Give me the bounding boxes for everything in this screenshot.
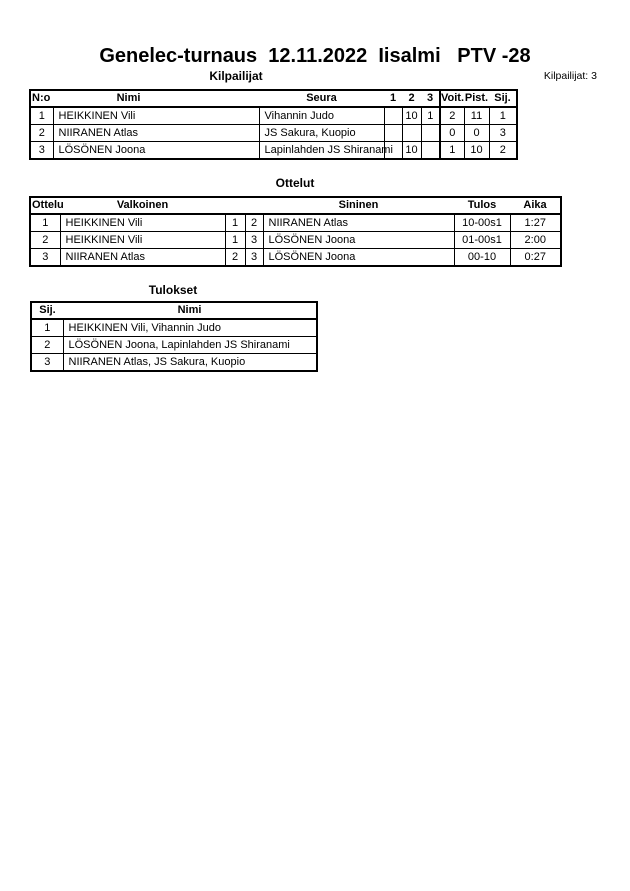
tulokset-header-row (31, 302, 317, 319)
cell-sij: 3 (489, 125, 517, 142)
cell-aika: 1:27 (510, 214, 561, 232)
cell-round3: 1 (421, 107, 440, 125)
cell-white-number: 1 (225, 232, 245, 249)
cell-pist: 10 (464, 142, 489, 160)
cell-valkoinen: HEIKKINEN Vili (60, 232, 225, 249)
cell-round1 (384, 125, 402, 142)
table-row (30, 232, 561, 249)
table-row (30, 214, 561, 232)
cell-ottelu: 1 (30, 214, 60, 232)
col-header-round1: 1 (384, 90, 402, 107)
col-header-sij: Sij. (31, 302, 63, 319)
page-title: Genelec-turnaus 12.11.2022 Iisalmi PTV -28 (99, 45, 531, 67)
col-header-no: N:o (30, 90, 53, 107)
col-header-sij: Sij. (489, 90, 517, 107)
table-row (30, 125, 517, 142)
cell-nimi: HEIKKINEN Vili (53, 107, 259, 125)
competitor-count-label: Kilpailijat: 3 (543, 70, 597, 82)
cell-voit: 1 (440, 142, 464, 160)
col-header-aika: Aika (510, 197, 561, 214)
cell-nimi: NIIRANEN Atlas (53, 125, 259, 142)
cell-nimi: LÖSÖNEN Joona (53, 142, 259, 160)
cell-seura: Vihannin Judo (259, 107, 384, 125)
col-header-valkoinen: Valkoinen (60, 197, 225, 214)
cell-sininen: LÖSÖNEN Joona (263, 232, 454, 249)
cell-seura: JS Sakura, Kuopio (259, 125, 384, 142)
col-header-nimi: Nimi (63, 302, 317, 319)
col-header-pist: Pist. (464, 90, 489, 107)
ottelut-section-title: Ottelut (275, 176, 315, 190)
cell-sij: 2 (489, 142, 517, 160)
kilpailijat-header-row (30, 90, 517, 107)
col-header-seura: Seura (259, 90, 384, 107)
cell-blue-number: 3 (245, 249, 263, 267)
cell-valkoinen: HEIKKINEN Vili (60, 214, 225, 232)
cell-nimi: NIIRANEN Atlas, JS Sakura, Kuopio (63, 354, 317, 372)
cell-seura: Lapinlahden JS Shiranami (259, 142, 384, 160)
cell-valkoinen: NIIRANEN Atlas (60, 249, 225, 267)
cell-sij: 2 (31, 337, 63, 354)
col-header-blue-number (245, 197, 263, 214)
cell-ottelu: 2 (30, 232, 60, 249)
cell-tulos: 10-00s1 (454, 214, 510, 232)
col-header-nimi: Nimi (53, 90, 259, 107)
cell-white-number: 2 (225, 249, 245, 267)
kilpailijat-section-title: Kilpailijat (209, 69, 263, 83)
cell-no: 3 (30, 142, 53, 160)
table-row (30, 142, 517, 160)
cell-nimi: HEIKKINEN Vili, Vihannin Judo (63, 319, 317, 337)
col-header-tulos: Tulos (454, 197, 510, 214)
cell-aika: 0:27 (510, 249, 561, 267)
table-row (31, 319, 317, 337)
cell-blue-number: 2 (245, 214, 263, 232)
cell-sij: 1 (489, 107, 517, 125)
cell-round1 (384, 107, 402, 125)
ottelut-header-row (30, 197, 561, 214)
cell-nimi: LÖSÖNEN Joona, Lapinlahden JS Shiranami (63, 337, 317, 354)
cell-sininen: LÖSÖNEN Joona (263, 249, 454, 267)
cell-no: 1 (30, 107, 53, 125)
cell-round3 (421, 142, 440, 160)
cell-sininen: NIIRANEN Atlas (263, 214, 454, 232)
col-header-round3: 3 (421, 90, 440, 107)
table-row (30, 249, 561, 267)
tulokset-table (30, 301, 318, 372)
col-header-white-number (225, 197, 245, 214)
col-header-sininen: Sininen (263, 197, 454, 214)
cell-pist: 0 (464, 125, 489, 142)
cell-round2 (402, 125, 421, 142)
col-header-round2: 2 (402, 90, 421, 107)
cell-pist: 11 (464, 107, 489, 125)
cell-round2: 10 (402, 142, 421, 160)
cell-ottelu: 3 (30, 249, 60, 267)
cell-voit: 2 (440, 107, 464, 125)
cell-no: 2 (30, 125, 53, 142)
tulokset-section-title: Tulokset (148, 283, 198, 297)
cell-aika: 2:00 (510, 232, 561, 249)
table-row (31, 354, 317, 372)
ottelut-table (29, 196, 562, 267)
kilpailijat-table (29, 89, 518, 160)
table-row (31, 337, 317, 354)
cell-sij: 3 (31, 354, 63, 372)
cell-voit: 0 (440, 125, 464, 142)
col-header-ottelu: Ottelu (30, 197, 60, 214)
cell-blue-number: 3 (245, 232, 263, 249)
cell-white-number: 1 (225, 214, 245, 232)
cell-tulos: 00-10 (454, 249, 510, 267)
table-row (30, 107, 517, 125)
cell-round3 (421, 125, 440, 142)
cell-round2: 10 (402, 107, 421, 125)
cell-sij: 1 (31, 319, 63, 337)
col-header-voit: Voit. (440, 90, 464, 107)
cell-tulos: 01-00s1 (454, 232, 510, 249)
